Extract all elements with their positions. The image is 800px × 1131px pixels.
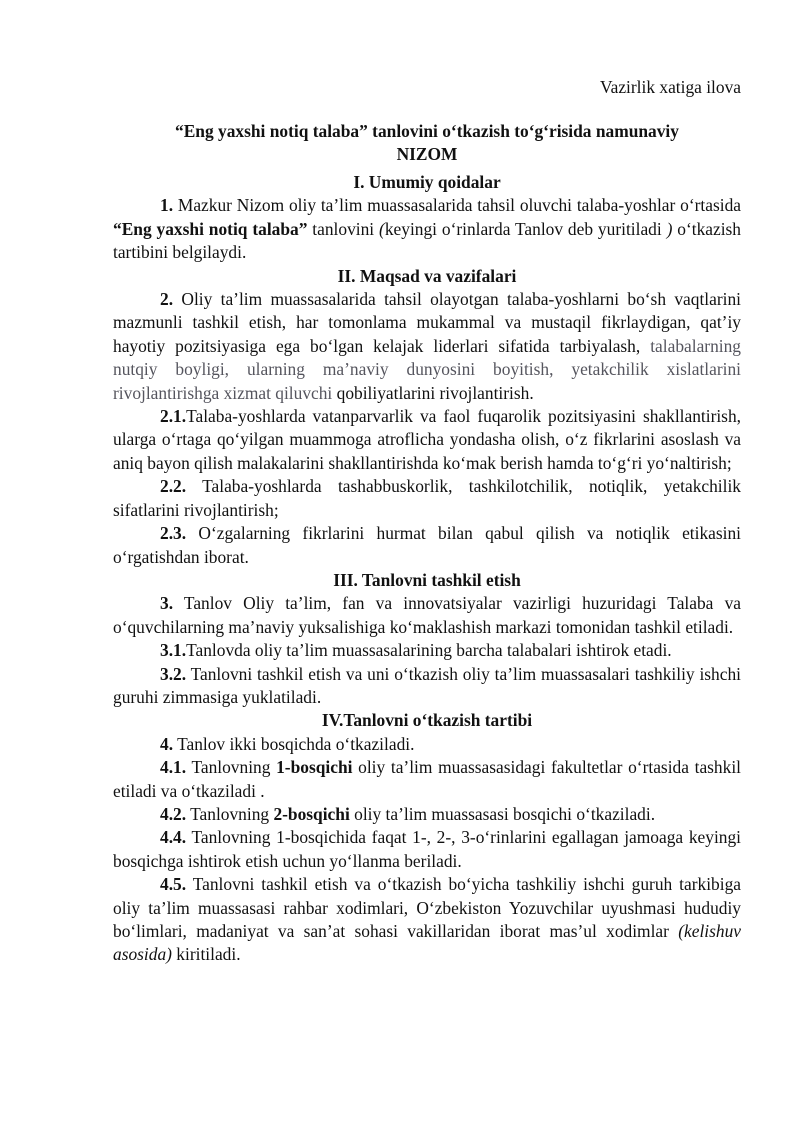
paragraph-4-4: 4.4. Tanlovning 1-bosqichida faqat 1-, 2-, 3-o‘rinlarini egallagan jamoaga keyingi bosqichga ishtirok etish uchun yo‘llanma beriladi. [113,827,741,871]
paragraph-number: 4.1. [160,757,187,778]
paragraph-2-2: 2.2. Talaba-yoshlarda tashabbuskorlik, tashkilotchilik, notiqlik, yetakchilik sifatlarini rivojlantirish; [113,476,741,520]
paragraph-number: 2.1. [160,406,187,427]
paragraph-number: 4.2. [160,803,187,824]
document-body [113,171,741,967]
stage-name: 1-bosqichi [276,757,353,778]
paragraph-4-5: 4.5. Tanlovni tashkil etish va o‘tkazish bo‘yicha tashkiliy ishchi guruh tarkibiga oliy ta’lim muassasasi rahbar xodimlari, O‘zbekiston Yozuvchilar uyushmasi hududiy bo‘limlari, madaniyat va san’at sohasi vakillaridan iborat mas’ul xodimlar (kelishuv asosida) kiritiladi. [113,874,741,965]
title-line-2: NIZOM [396,144,458,165]
paragraph-1: 1. Mazkur Nizom oliy ta’lim muassasalarida tahsil oluvchi talaba-yoshlar o‘rtasida “Eng yaxshi notiq talaba” tanlovini (keyingi o‘rinlarda Tanlov deb yuritiladi ) o‘tkazish tartibini belgilaydi. [113,195,742,263]
title-line-1: “Eng yaxshi notiq talaba” tanlovini o‘tkazish to‘g‘risida namunaviy [175,121,679,141]
italic-note: (kelishuv asosida) [113,921,741,965]
section-2-heading: II. Maqsad va vazifalari [337,265,517,286]
stage-name: 2-bosqichi [273,803,350,824]
paragraph-number: 2.3. [160,523,187,544]
paragraph-3-2: 3.2. Tanlovni tashkil etish va uni o‘tkazish oliy ta’lim muassasalari tashkiliy ishchi guruhi zimmasiga yuklatiladi. [113,663,741,707]
paragraph-2-3: 2.3. O‘zgalarning fikrlarini hurmat bilan qabul qilish va notiqlik etikasini o‘rgatishdan iborat. [113,523,741,567]
paragraph-4-1: 4.1. Tanlovning 1-bosqichi oliy ta’lim muassasasidagi fakultetlar o‘rtasida tashkil etiladi va o‘tkaziladi . [113,757,741,801]
paragraph-4-2: 4.2. Tanlovning 2-bosqichi oliy ta’lim muassasasi bosqichi o‘tkaziladi. [160,803,656,824]
paragraph-number: 2.2. [160,476,187,497]
paragraph-number: 4.4. [160,827,187,848]
paragraph-2: 2. Oliy ta’lim muassasalarida tahsil olayotgan talaba-yoshlarni bo‘sh vaqtlarini mazmunli tashkil etish, har tomonlama mukammal va mustaqil fikrlaydigan, qat’iy hayotiy pozitsiyasiga ega bo‘lgan kelajak liderlari sifatida tarbiyalash, talabalarning nutqiy boyligi, ularning ma’naviy dunyosini boyitish, yetakchilik xislatlarini rivojlantirishga xizmat qiluvchi qobiliyatlarini rivojlantirish. [113,289,741,403]
contest-name: “Eng yaxshi notiq talaba” [113,218,308,239]
annex-note: Vazirlik xatiga ilova [599,77,741,97]
highlighted-text: talabalarning nutqiy boyligi, ularning ma’naviy dunyosini boyitish, yetakchilik xislatlarini rivojlantirishga xizmat qiluvchi [113,335,741,403]
paragraph-number: 3. [160,593,174,614]
paragraph-3-1: 3.1.Tanlovda oliy ta’lim muassasalarining barcha talabalari ishtirok etadi. [160,640,672,661]
paragraph-number: 3.1. [160,640,187,661]
paragraph-number: 2. [160,289,174,310]
document-title [113,120,741,167]
paragraph-number: 4.5. [160,874,187,895]
section-4-heading: IV.Tanlovni o‘tkazish tartibi [321,710,533,731]
section-1-heading: I. Umumiy qoidalar [353,172,501,192]
paragraph-4: 4. Tanlov ikki bosqichda o‘tkaziladi. [160,733,415,754]
paragraph-3: 3. Tanlov Oliy ta’lim, fan va innovatsiyalar vazirligi huzuridagi Talaba va o‘quvchilarning ma’naviy yuksalishiga ko‘maklashish markazi tomonidan tashkil etiladi. [113,593,741,637]
section-3-heading: III. Tanlovni tashkil etish [333,569,521,590]
paragraph-2-1: 2.1.Talaba-yoshlarda vatanparvarlik va faol fuqarolik pozitsiyasini shakllantirish, ularga o‘rtaga qo‘yilgan muammoga atroflicha yondasha olish, o‘z fikrlarini asoslash va aniq bayon qilish malakalarini shakllantirishda ko‘mak berish hamda to‘g‘ri yo‘naltirish; [113,406,741,473]
paragraph-number: 1. [160,195,174,216]
paragraph-number: 4. [160,733,174,754]
paragraph-number: 3.2. [160,663,187,684]
